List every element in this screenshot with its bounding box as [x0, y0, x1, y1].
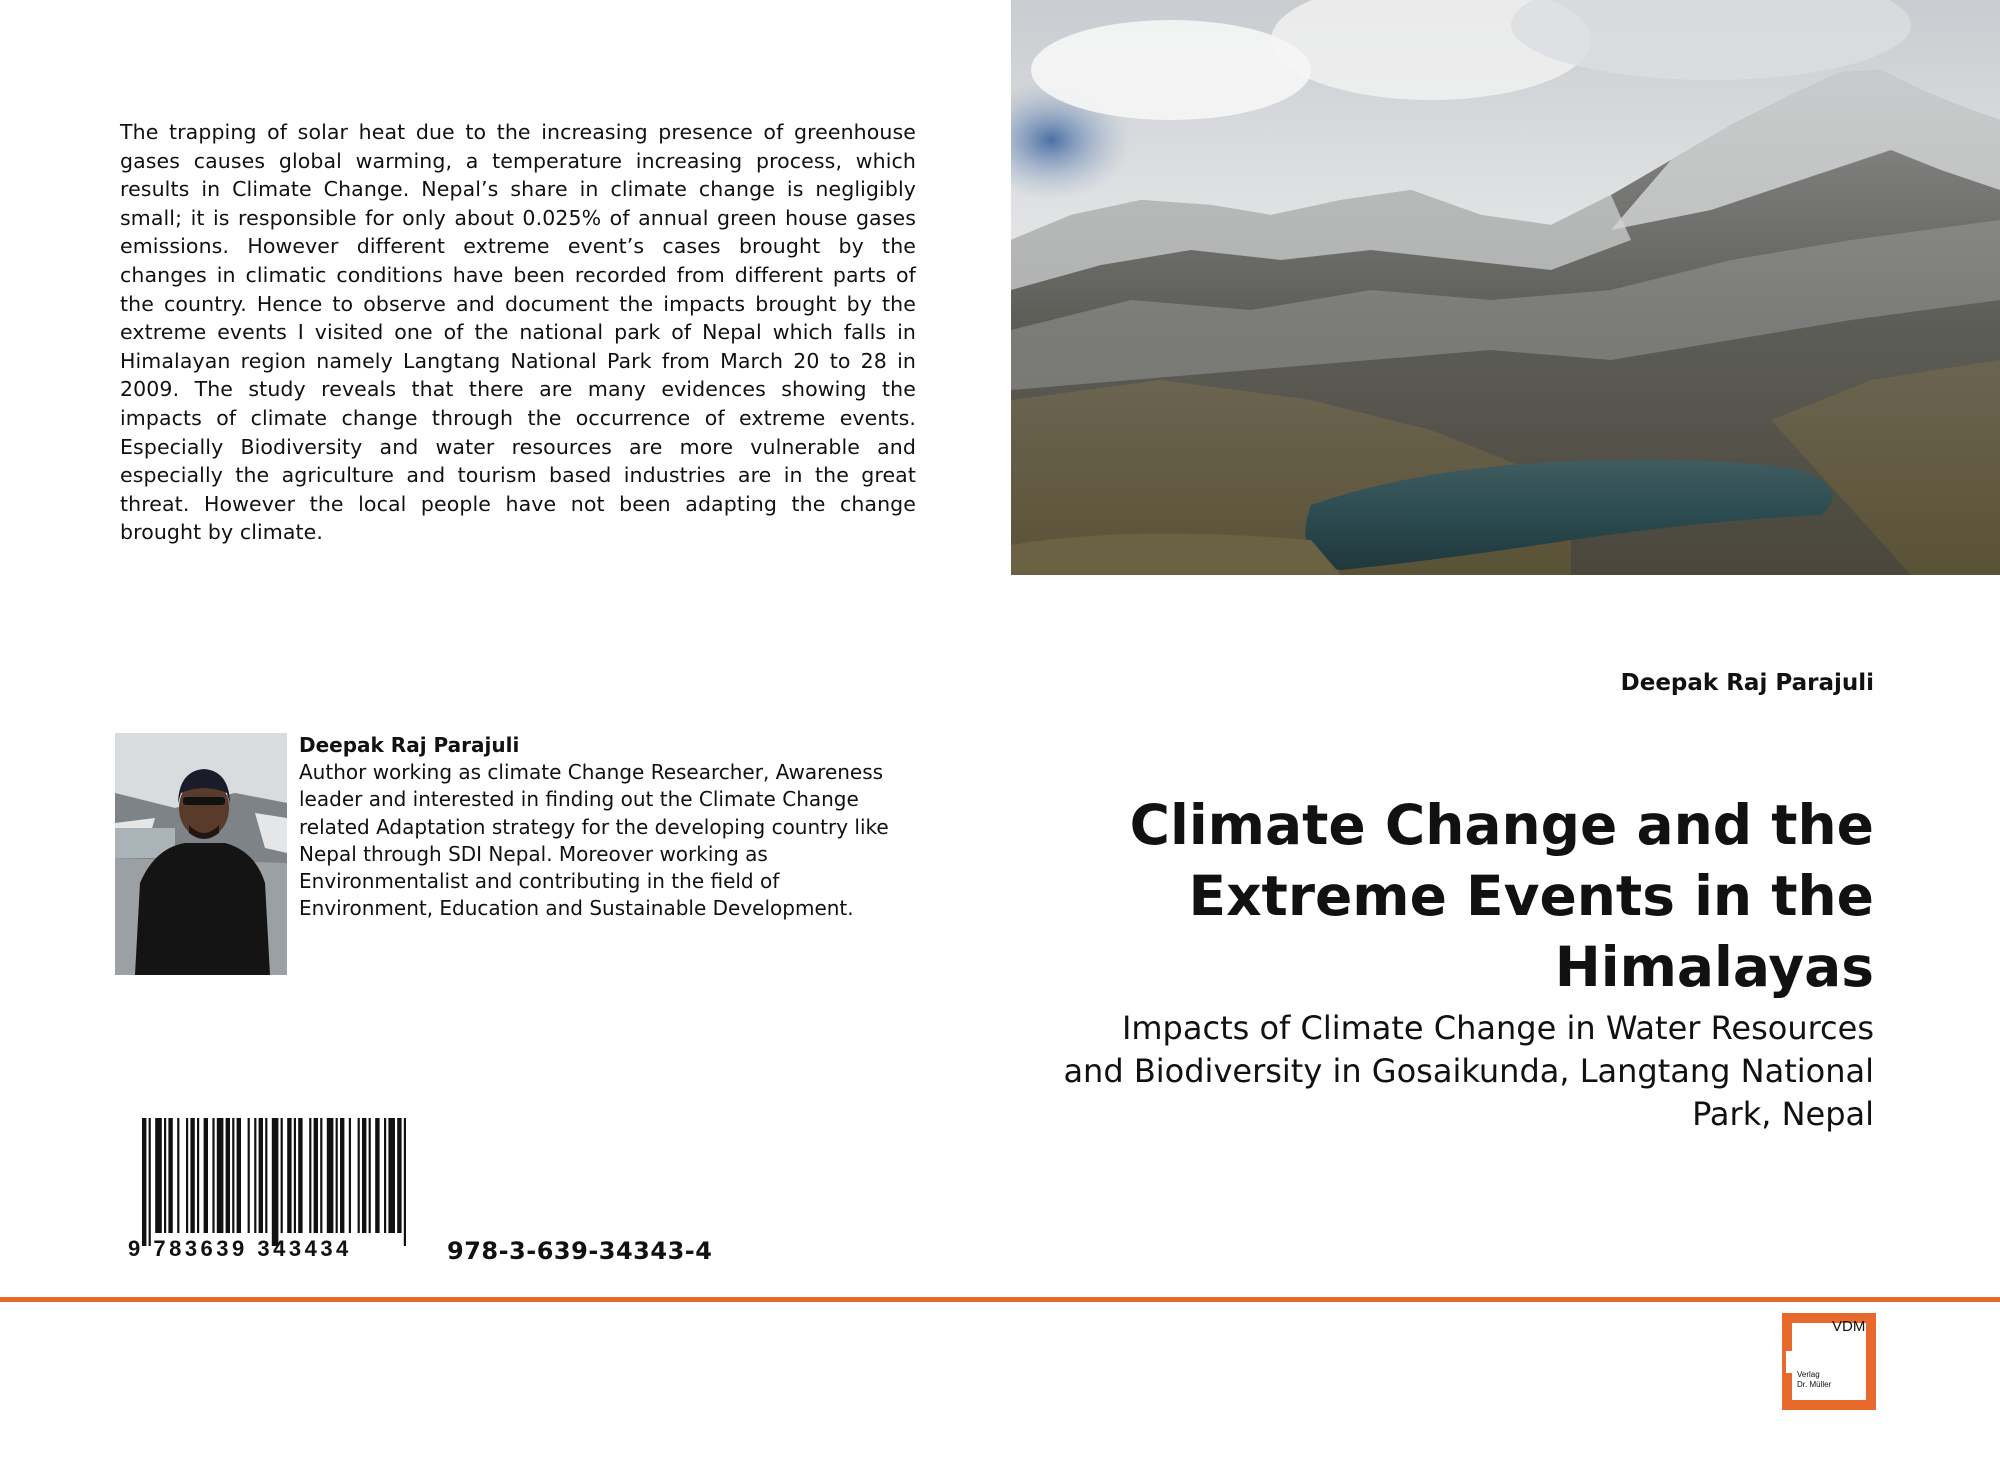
barcode-bar — [314, 1118, 318, 1233]
barcode-bar — [281, 1118, 283, 1233]
barcode-bar — [186, 1118, 188, 1233]
barcode-bar — [259, 1118, 263, 1233]
barcode-bar — [142, 1118, 146, 1246]
barcode-bar — [155, 1118, 162, 1233]
barcode-bar — [294, 1118, 296, 1233]
barcode-bar — [164, 1118, 166, 1233]
barcode-bar — [340, 1118, 344, 1233]
barcode-bar — [248, 1118, 250, 1233]
author-photo — [115, 733, 287, 975]
author-bio-block — [299, 732, 899, 922]
barcode-bar — [327, 1118, 334, 1233]
publisher-logo-vdm: VDM — [1832, 1318, 1866, 1335]
isbn-barcode — [122, 1118, 422, 1270]
barcode-bar — [212, 1118, 214, 1233]
barcode-bar — [272, 1118, 279, 1246]
barcode-bar — [149, 1118, 151, 1246]
barcode-bar — [384, 1118, 386, 1233]
barcode-bar — [397, 1118, 401, 1233]
barcode-bar — [217, 1118, 224, 1233]
barcode-bar — [309, 1118, 311, 1233]
barcode-bar — [197, 1118, 199, 1233]
barcode-bar — [287, 1118, 291, 1233]
barcode-bar — [190, 1118, 194, 1233]
barcode-bar — [369, 1118, 371, 1233]
publisher-logo-line1: Verlag — [1797, 1370, 1820, 1379]
barcode-bar — [358, 1118, 360, 1233]
barcode-bar — [254, 1118, 256, 1233]
isbn-text: 978-3-639-34343-4 — [447, 1237, 713, 1265]
barcode-bar — [232, 1118, 234, 1233]
book-title: Climate Change and the Extreme Events in the Himalayas — [1129, 793, 1874, 999]
barcode-bar — [265, 1118, 267, 1233]
barcode-bar — [349, 1118, 351, 1233]
publisher-logo-line2: Dr. Müller — [1797, 1380, 1832, 1389]
barcode-bar — [298, 1118, 302, 1233]
barcode-bar — [388, 1118, 395, 1233]
barcode-bar — [168, 1118, 172, 1233]
barcode-bar — [204, 1118, 208, 1233]
orange-divider — [0, 1297, 2000, 1302]
barcode-bar — [320, 1118, 322, 1233]
front-cover-author: Deepak Raj Parajuli — [1620, 670, 1874, 696]
barcode-bar — [375, 1118, 379, 1233]
barcode-bar — [362, 1118, 366, 1233]
publisher-logo-verlag — [1797, 1370, 1831, 1390]
barcode-bars — [142, 1118, 406, 1246]
author-bio-text: Author working as climate Change Researcher, Awareness leader and interested in finding out the Climate Change related Adaptation strategy for the developing country like Nepal through SDI Nepal. Moreover working as Environmentalist and contributing in the field of Environment, Education and Sustainable Development. — [299, 760, 889, 921]
back-cover-blurb: The trapping of solar heat due to the increasing presence of greenhouse gases causes global warming, a temperature increasing process, which results in Climate Change. Nepal’s share in climate change is negligibly small; it is responsible for only about 0.025% of annual green house gases emissions. However different extreme event’s cases brought by the changes in climatic conditions have been recorded from different parts of the country. Hence to observe and document the impacts brought by the extreme events I visited one of the national park of Nepal which falls in Himalayan region namely Langtang National Park from March 20 to 28 in 2009. The study reveals that there are many evidences showing the impacts of climate change through the occurrence of extreme events. Especially Biodiversity and water resources are more vulnerable and especially the agriculture and tourism based industries are in the great threat. However the local people have not been adapting the change brought by climate. — [120, 120, 916, 545]
barcode-bar — [404, 1118, 406, 1246]
barcode-bar — [336, 1118, 338, 1233]
barcode-digits: 9 783639 343434 — [128, 1236, 352, 1261]
cover-photo-mountain-lake — [1011, 0, 2000, 575]
barcode-bar — [226, 1118, 230, 1233]
book-subtitle: Impacts of Climate Change in Water Resources and Biodiversity in Gosaikunda, Langtang National Park, Nepal — [1063, 1009, 1874, 1133]
author-bio-name: Deepak Raj Parajuli — [299, 733, 520, 757]
barcode-bar — [237, 1118, 241, 1233]
barcode-bar — [177, 1118, 179, 1233]
